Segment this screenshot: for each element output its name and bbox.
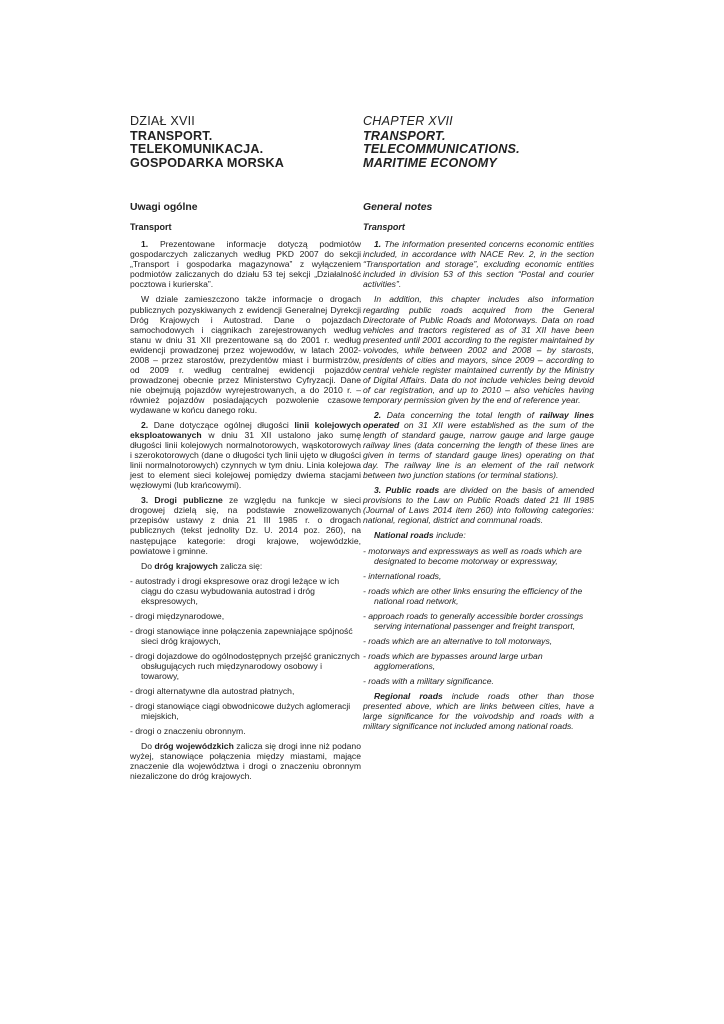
section-title-en: General notes	[363, 202, 433, 214]
polish-column	[130, 114, 361, 786]
title-line-pl: TRANSPORT.	[130, 129, 213, 143]
list-item: - roads which are other links ensuring the efficiency of the national road network,	[363, 585, 583, 606]
paragraph-number: 2.	[141, 420, 149, 431]
national-roads-list-en	[363, 546, 594, 687]
paragraph-number: 3.	[374, 485, 382, 496]
paragraph-number: 1.	[141, 239, 149, 250]
paragraph-number: 3.	[141, 495, 149, 506]
list-item: - drogi o znaczeniu obronnym.	[130, 726, 246, 737]
regional-roads-pl: Do dróg wojewódzkich zalicza się drogi inne niż podano wyżej, stanowiące połączenia między miastami, mające znaczenie dla województwa i drogi o znaczeniu obronnym niezaliczone do dróg krajowych.	[130, 741, 361, 782]
title-line-en: TELECOMMUNICATIONS.	[363, 142, 520, 157]
list-item: - drogi stanowiące ciągi obwodnicowe dużych aglomeracji miejskich,	[130, 701, 351, 722]
paragraph-number: 2.	[374, 409, 382, 420]
national-roads-list-pl	[130, 576, 361, 737]
subsection-title-en: Transport	[363, 222, 405, 233]
chapter-title-pl	[130, 130, 361, 170]
paragraph-pl-3: 2. Dane dotyczące ogólnej długości linii kolejowych eksploatowanych w dniu 31 XII ustalono jako sumę długości linii kolejowych normalnotorowych, wąskotorowych i szerokotorowych (dane o długości tych linii ujęto w długości linii normalnotorowych) czynnych w tym dniu. Linia kolejowa jest to element sieci kolejowej pomiędzy dwiema stacjami węzłowymi (lub krańcowymi).	[130, 420, 362, 491]
list-item: - international roads,	[363, 570, 442, 581]
section-title-pl: Uwagi ogólne	[130, 202, 198, 214]
list-item: - roads with a military significance.	[363, 676, 494, 686]
english-column	[363, 114, 594, 736]
chapter-title-en	[363, 130, 594, 170]
list-item: - approach roads to generally accessible border crossings serving international passenger and freight transport,	[363, 610, 584, 631]
title-line-pl: TELEKOMUNIKACJA.	[130, 142, 264, 157]
list-item: - drogi stanowiące inne połączenia zapewniające spójność sieci dróg krajowych,	[130, 625, 353, 646]
list-item: - drogi alternatywne dla autostrad płatnych,	[130, 686, 295, 697]
list-item: - autostrady i drogi ekspresowe oraz drogi leżące w ich ciągu do czasu wybudowania autostrad i dróg ekspresowych,	[130, 575, 340, 606]
title-line-pl: GOSPODARKA MORSKA	[130, 155, 285, 170]
title-line-en: TRANSPORT.	[363, 129, 446, 143]
list-item: - drogi dojazdowe do ogólnodostępnych przejść granicznych obsługujących ruch międzynarodowy osobowy i towarowy,	[130, 650, 360, 682]
title-line-en: MARITIME ECONOMY	[363, 155, 498, 170]
list-item: - roads which are an alternative to toll motorways,	[363, 635, 553, 646]
list-item: - roads which are bypasses around large urban agglomerations,	[363, 650, 543, 671]
list-item: - motorways and expressways as well as roads which are designated to become motorway or expressway,	[363, 545, 582, 566]
chapter-label-en: CHAPTER XVII	[363, 114, 453, 128]
paragraph-pl-4: 3. Drogi publiczne ze względu na funkcje w sieci drogowej dzielą się, na podstawie znowelizowanych przepisów ustawy z dnia 21 III 1985 r. o drogach publicznych (tekst jednolity Dz. U. 2014 poz. 260), na następujące kategorie: drogi krajowe, wojewódzkie, powiatowe i gminne.	[130, 495, 361, 556]
paragraph-en-4: 3. Public roads are divided on the basis of amended provisions to the Law on Public Roads dated 21 III 1985 (Journal of Laws 2014 item 260) into following categories: national, regional, district and communal roads.	[363, 485, 595, 526]
paragraph-pl-1: 1. Prezentowane informacje dotyczą podmiotów gospodarczych zaliczanych według PKD 2007 do sekcji „Transport i gospodarka magazynowa” z wyłączeniem podmiotów zaliczanych do działu 53 tej sekcji „Działalność pocztowa i kurierska”.	[130, 239, 361, 290]
paragraph-number: 1.	[374, 239, 382, 250]
national-roads-lead-en: National roads include:	[374, 530, 466, 541]
paragraph-en-3: 2. Data concerning the total length of railway lines operated on 31 XII were established as the sum of the length of standard gauge, narrow gauge and large gauge railway lines (data concerning the length of these lines are given in terms of standard gauge lines) operating on that day. The railway line is an element of the rail network between two junction stations (or terminal stations).	[363, 409, 594, 481]
paragraph-en-1: 1. The information presented concerns economic entities included, in accordance with NACE Rev. 2, in the section “Transportation and storage”, excluding economic entities included in division 53 of this section “Postal and courier activities”.	[363, 239, 594, 290]
chapter-label-pl: DZIAŁ XVII	[130, 114, 195, 128]
subsection-title-pl: Transport	[130, 222, 172, 233]
national-roads-lead-pl: Do dróg krajowych zalicza się:	[141, 560, 263, 571]
paragraph-en-2: In addition, this chapter includes also information regarding public roads acquired from the General Directorate of Public Roads and Motorways. Data on road vehicles and tractors registered as of 31 XII have been presented until 2001 according to the register maintained by voivodes, while between 2002 and 2008 – by starosts, presidents of cities and mayors, since 2009 – according to central vehicle register maintained currently by the Ministry of Digital Affairs. Data do not include vehicles being devoid of car registration, and up to 2010 – also vehicles having temporary permission given by the end of reference year.	[363, 294, 594, 405]
regional-roads-en: Regional roads include roads other than those presented above, which are links between cities, have a large significance for the voivodship and roads with a military significance not included among national roads.	[363, 691, 594, 732]
paragraph-pl-2: W dziale zamieszczono także informacje o drogach publicznych pozyskiwanych z ewidencji Generalnej Dyrekcji Dróg Krajowych i Autostrad. Dane o pojazdach samochodowych i ciągnikach zarejestrowanych według stanu w dniu 31 XII prezentowane są do 2001 r. według ewidencji prowadzonej przez wojewodów, w latach 2002-2008 – przez starostów, prezydentów miast i burmistrzów, od 2009 r. według centralnej ewidencji pojazdów prowadzonej obecnie przez Ministerstwo Cyfryzacji. Dane nie obejmują pojazdów wyrejestrowanych, a do 2010 r. – również pojazdów posiadających pozwolenie czasowe wydawane w końcu danego roku.	[130, 294, 361, 415]
list-item: - drogi międzynarodowe,	[130, 610, 225, 621]
